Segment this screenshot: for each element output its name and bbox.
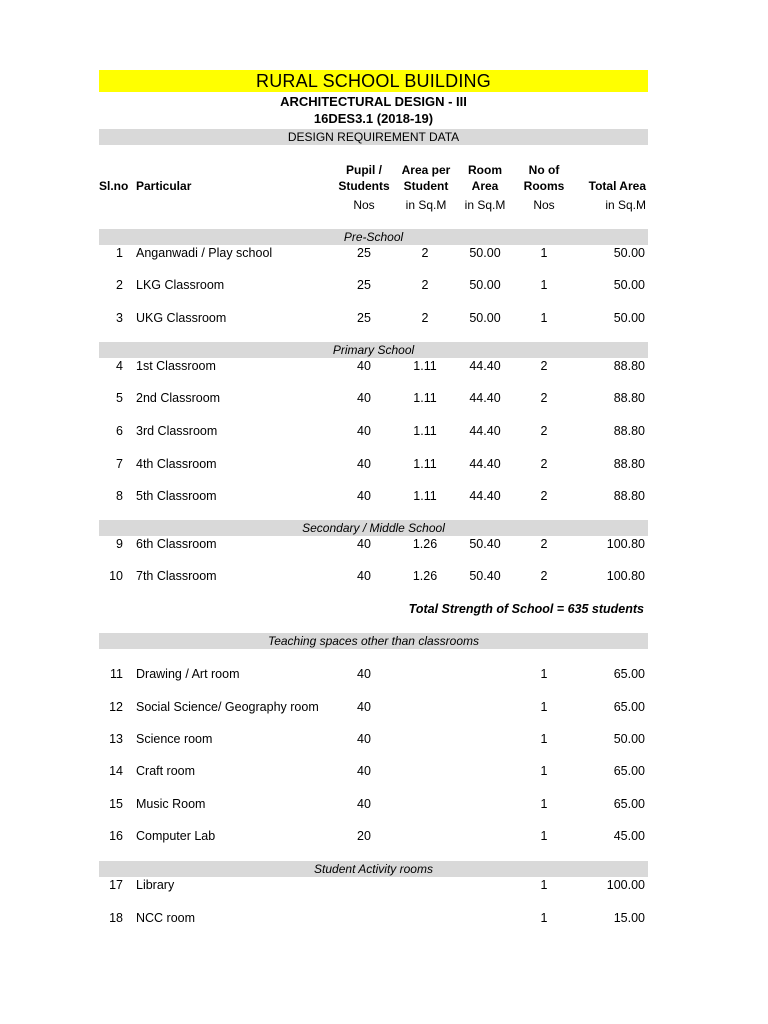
row-no: 7: [116, 457, 123, 471]
row-pupil: 40: [357, 391, 371, 405]
group-teaching-spaces: Teaching spaces other than classrooms: [99, 633, 648, 649]
row-no-of-rooms: 2: [540, 457, 548, 471]
row-no-of-rooms: 1: [540, 732, 548, 746]
row-no: 12: [109, 700, 123, 714]
row-particular: 5th Classroom: [136, 489, 217, 503]
row-no-of-rooms: 1: [540, 911, 548, 925]
row-no: 18: [109, 911, 123, 925]
row-area-per-student: 2: [421, 311, 429, 325]
row-no-of-rooms: 2: [540, 489, 548, 503]
row-pupil: 40: [357, 424, 371, 438]
table-row: [99, 422, 648, 440]
header-pupil-line1: Pupil /: [346, 163, 382, 177]
row-particular: Music Room: [136, 797, 206, 811]
header-area-line1: Area per: [401, 163, 451, 177]
row-room-area: 44.40: [469, 457, 501, 471]
row-total-area: 88.80: [613, 391, 645, 405]
header-rooms-unit: Nos: [533, 198, 555, 212]
table-row: [99, 357, 648, 375]
table-row: [99, 876, 648, 894]
row-pupil: 25: [357, 311, 371, 325]
group-preschool: Pre-School: [99, 229, 648, 245]
row-no: 5: [116, 391, 123, 405]
row-no: 15: [109, 797, 123, 811]
total-strength: Total Strength of School = 635 students: [408, 602, 644, 616]
table-row: [99, 276, 648, 294]
table-row: [99, 389, 648, 407]
row-particular: Library: [136, 878, 175, 892]
row-total-area: 88.80: [613, 424, 645, 438]
row-room-area: 44.40: [469, 391, 501, 405]
header-particular: Particular: [136, 179, 192, 193]
row-area-per-student: 1.26: [412, 569, 438, 583]
header-pupil-unit: Nos: [353, 198, 375, 212]
document-title: RURAL SCHOOL BUILDING: [99, 70, 648, 92]
row-room-area: 44.40: [469, 359, 501, 373]
row-area-per-student: 1.11: [413, 457, 437, 471]
row-no-of-rooms: 1: [540, 829, 548, 843]
group-secondary: Secondary / Middle School: [99, 520, 648, 536]
group-student-activity: Student Activity rooms: [99, 861, 648, 877]
row-particular: Science room: [136, 732, 213, 746]
row-total-area: 65.00: [613, 764, 645, 778]
header-pupil-line2: Students: [338, 179, 390, 193]
row-pupil: 40: [357, 700, 371, 714]
row-particular: 6th Classroom: [136, 537, 217, 551]
row-area-per-student: 1.11: [413, 359, 437, 373]
row-total-area: 100.80: [606, 569, 645, 583]
row-total-area: 88.80: [613, 489, 645, 503]
row-no-of-rooms: 1: [540, 311, 548, 325]
row-total-area: 88.80: [613, 457, 645, 471]
row-no-of-rooms: 1: [540, 246, 548, 260]
row-particular: 1st Classroom: [136, 359, 216, 373]
table-row: [99, 309, 648, 327]
row-area-per-student: 2: [421, 278, 429, 292]
header-area-unit: in Sq.M: [405, 198, 447, 212]
row-no: 11: [110, 667, 123, 681]
row-room-area: 44.40: [469, 424, 501, 438]
row-pupil: 40: [357, 489, 371, 503]
header-rooms-line1: No of: [528, 163, 560, 177]
row-particular: Craft room: [136, 764, 196, 778]
row-pupil: 20: [357, 829, 371, 843]
table-row: [99, 795, 648, 813]
table-row: [99, 535, 648, 553]
row-total-area: 50.00: [613, 278, 645, 292]
row-no: 9: [116, 537, 123, 551]
row-room-area: 50.00: [469, 311, 501, 325]
row-total-area: 65.00: [613, 700, 645, 714]
header-slno: Sl.no: [99, 179, 129, 193]
row-no-of-rooms: 1: [540, 700, 548, 714]
row-no: 4: [116, 359, 123, 373]
table-row: [99, 762, 648, 780]
row-total-area: 50.00: [613, 311, 645, 325]
row-area-per-student: 1.11: [413, 391, 437, 405]
row-no-of-rooms: 2: [540, 424, 548, 438]
table-row: [99, 827, 648, 845]
row-room-area: 50.40: [469, 569, 501, 583]
group-primary: Primary School: [99, 342, 648, 358]
row-no-of-rooms: 2: [540, 569, 548, 583]
row-total-area: 15.00: [613, 911, 645, 925]
table-row: [99, 487, 648, 505]
header-total-unit: in Sq.M: [605, 198, 646, 212]
row-area-per-student: 1.11: [413, 489, 437, 503]
row-no-of-rooms: 2: [540, 359, 548, 373]
row-no: 1: [116, 246, 123, 260]
row-particular: NCC room: [136, 911, 196, 925]
row-no: 6: [116, 424, 123, 438]
table-row: [99, 567, 648, 585]
row-pupil: 40: [357, 732, 371, 746]
row-no-of-rooms: 1: [540, 667, 548, 681]
row-total-area: 100.00: [606, 878, 645, 892]
row-pupil: 40: [357, 667, 371, 681]
row-area-per-student: 2: [421, 246, 429, 260]
header-area-line2: Student: [403, 179, 449, 193]
header-rooms-line2: Rooms: [523, 179, 565, 193]
table-row: [99, 909, 648, 927]
section-heading: DESIGN REQUIREMENT DATA: [99, 129, 648, 145]
header-room-line2: Area: [471, 179, 499, 193]
row-no: 2: [116, 278, 123, 292]
row-particular: 3rd Classroom: [136, 424, 218, 438]
row-no-of-rooms: 1: [540, 764, 548, 778]
row-particular: 7th Classroom: [136, 569, 217, 583]
row-no: 3: [116, 311, 123, 325]
row-no: 14: [109, 764, 123, 778]
row-particular: 4th Classroom: [136, 457, 217, 471]
document-code: 16DES3.1 (2018-19): [313, 111, 434, 126]
table-row: [99, 698, 648, 716]
row-total-area: 65.00: [613, 667, 645, 681]
row-particular: LKG Classroom: [136, 278, 225, 292]
row-room-area: 50.00: [469, 278, 501, 292]
table-row: [99, 665, 648, 683]
row-no-of-rooms: 2: [540, 537, 548, 551]
row-total-area: 65.00: [613, 797, 645, 811]
row-pupil: 25: [357, 246, 371, 260]
row-room-area: 50.40: [469, 537, 501, 551]
row-pupil: 40: [357, 359, 371, 373]
row-total-area: 100.80: [606, 537, 645, 551]
row-total-area: 45.00: [613, 829, 645, 843]
row-pupil: 40: [357, 537, 371, 551]
document-subtitle: ARCHITECTURAL DESIGN - III: [280, 94, 467, 109]
row-no-of-rooms: 1: [540, 278, 548, 292]
row-no-of-rooms: 2: [540, 391, 548, 405]
header-room-unit: in Sq.M: [464, 198, 506, 212]
row-total-area: 88.80: [613, 359, 645, 373]
row-pupil: 25: [357, 278, 371, 292]
row-particular: Computer Lab: [136, 829, 216, 843]
row-pupil: 40: [357, 457, 371, 471]
header-total-line1: Total Area: [588, 179, 646, 193]
row-no-of-rooms: 1: [540, 878, 548, 892]
table-row: [99, 730, 648, 748]
row-particular: Drawing / Art room: [136, 667, 240, 681]
row-room-area: 50.00: [469, 246, 501, 260]
row-no: 8: [116, 489, 123, 503]
table-row: [99, 455, 648, 473]
row-no-of-rooms: 1: [540, 797, 548, 811]
header-room-line1: Room: [468, 163, 502, 177]
row-particular: UKG Classroom: [136, 311, 227, 325]
row-pupil: 40: [357, 764, 371, 778]
row-no: 13: [109, 732, 123, 746]
row-no: 16: [109, 829, 123, 843]
row-particular: 2nd Classroom: [136, 391, 221, 405]
row-no: 10: [109, 569, 123, 583]
row-pupil: 40: [357, 797, 371, 811]
row-room-area: 44.40: [469, 489, 501, 503]
row-total-area: 50.00: [613, 732, 645, 746]
row-pupil: 40: [357, 569, 371, 583]
row-area-per-student: 1.26: [412, 537, 438, 551]
row-area-per-student: 1.11: [413, 424, 437, 438]
row-particular: Anganwadi / Play school: [136, 246, 273, 260]
row-no: 17: [109, 878, 123, 892]
row-particular: Social Science/ Geography room: [136, 700, 319, 714]
table-row: [99, 244, 648, 262]
row-total-area: 50.00: [613, 246, 645, 260]
